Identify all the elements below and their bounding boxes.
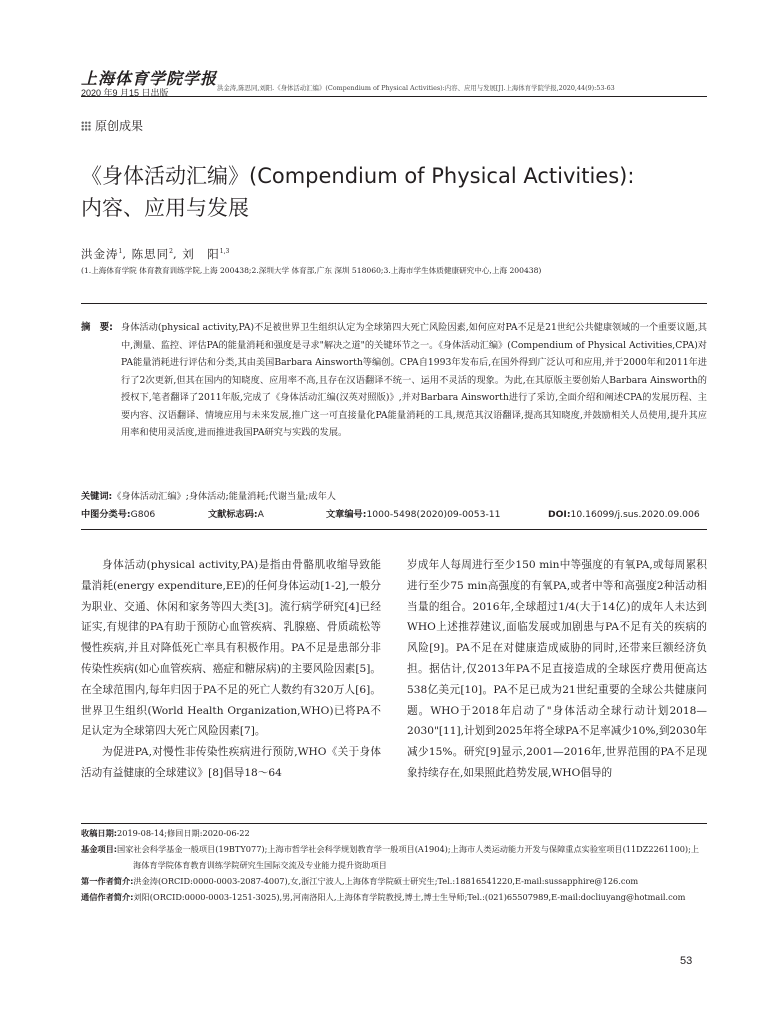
author-affil-mark: 2: [169, 248, 173, 255]
funding: [81, 841, 707, 873]
section-label-text: 原创成果: [95, 119, 144, 133]
first-author-text: 洪金涛(ORCID:0000-0003-2087-4007),女,浙江宁波人,上海体育学院硕士研究生;Tel.:18816541220,E-mail:sussapphire@126.com: [133, 876, 639, 886]
dates-text: 2019-08-14;修回日期:2020-06-22: [117, 828, 250, 838]
art-value: 1000-5498(2020)09-0053-11: [366, 509, 501, 520]
clc-label: 中图分类号:: [81, 509, 131, 520]
corr-author-label: 通信作者简介:: [81, 892, 134, 902]
abstract-label: 摘 要:: [81, 322, 113, 333]
keywords-label: 关键词:: [81, 491, 113, 502]
clc-value: G806: [130, 509, 156, 520]
footnotes: [81, 825, 707, 905]
footnote-rule: [81, 823, 707, 824]
body-column-right: [407, 555, 707, 784]
abstract-top-rule: [81, 303, 707, 304]
dates-label: 收稿日期:: [81, 828, 118, 838]
abstract: [81, 319, 707, 442]
document-code: [208, 508, 264, 522]
doc-value: A: [257, 509, 264, 520]
fund-text: 国家社会科学基金一般项目(19BTY077);上海市哲学社会科学规划教育学一般项目(A1904);上海市人类运动能力开发与保障重点实验室项目(11DZ2261100);上海体育学院体育教育训练学院研究生国际交流及专业能力提升资助项目: [117, 844, 700, 870]
title-line-1: 《身体活动汇编》(Compendium of Physical Activities):: [81, 164, 635, 188]
abstract-text: 身体活动(physical activity,PA)不足被世界卫生组织认定为全球第四大死亡风险因素,如何应对PA不足是21世纪公共健康领域的一个重要议题,其中,测量、监控、评估PA的能量消耗和强度是寻求"解决之道"的关键环节之一。《身体活动汇编》(Compendium of Physical Activities,CPA)对PA能量消耗进行评估和分类,其由美国Barbara Ainsworth等编创。CPA自1993年发布后,在国外得到广泛认可和应用,并于2000年和2011年进行了2次更新,但其在国内的知晓度、应用率不高,且存在汉语翻译不统一、运用不灵活的现象。为此,在其原版主要创始人Barbara Ainsworth的授权下,笔者翻译了2011年版,完成了《身体活动汇编(汉英对照版)》,并对Barbara Ainsworth进行了采访,全面介绍和阐述CPA的发展历程、主要内容、汉语翻译、情境应用与未来发展,推广这一可直接量化PA能量消耗的工具,规范其汉语翻译,提高其知晓度,并鼓励相关人员使用,提升其应用率和使用灵活度,进而推进我国PA研究与实践的发展。: [121, 322, 707, 438]
journal-masthead: [81, 70, 221, 99]
page-number: 53: [680, 955, 693, 967]
header-rule: [81, 96, 707, 97]
author-name: 洪金涛: [81, 246, 119, 261]
fund-label: 基金项目:: [81, 844, 118, 854]
issue-date: 2020 年9 月15 日出版: [81, 88, 169, 98]
doi-value: 10.16099/j.sus.2020.09.006: [570, 509, 700, 520]
corr-author-text: 刘阳(ORCID:0000-0003-1251-3025),男,河南洛阳人,上海体育学院教授,博士,博士生导师;Tel.:(021)65507989,E-mail:docliuyang@hotmail.com: [133, 892, 686, 902]
grid-dot-icon: [81, 121, 91, 131]
body-paragraph: 为促进PA,对慢性非传染性疾病进行预防,WHO《关于身体活动有益健康的全球建议》[8]倡导18～64: [81, 746, 381, 779]
author-affil-mark: 1: [118, 248, 123, 255]
body-paragraph: 岁成年人每周进行至少150 min中等强度的有氧PA,或每周累积进行至少75 min高强度的有氧PA,或者中等和高强度2种活动相当量的组合。2016年,全球超过1/4(大于14亿)的成年人未达到WHO上述推荐建议,面临发展或加剧患与PA不足有关的疾病的风险[9]。PA不足在对健康造成威胁的同时,还带来巨额经济负担。据估计,仅2013年PA不足直接造成的全球医疗费用便高达538亿美元[10]。PA不足已成为21世纪重要的全球公共健康问题。WHO于2018年启动了"身体活动全球行动计划2018—2030"[11],计划到2025年将全球PA不足率减少10%,到2030年减少15%。研究[9]显示,2001—2016年,世界范围的PA不足现象持续存在,如果照此趋势发展,WHO倡导的: [407, 559, 707, 779]
doi-label: DOI:: [548, 509, 571, 520]
article-title: [81, 160, 711, 224]
journal-logo: 上海体育学院学报: [81, 69, 218, 88]
author-list: 洪金涛$^1$, 陈思同$^2$, 刘 阳$^{1,3}$: [81, 246, 230, 261]
doi: [548, 508, 700, 522]
article-number: [326, 508, 500, 522]
affiliations: (1.上海体育学院 体育教育训练学院,上海 200438;2.深圳大学 体育部,广东 深圳 518060;3.上海市学生体质健康研究中心,上海 200438): [81, 266, 542, 275]
title-line-2: 内容、应用与发展: [81, 196, 249, 220]
clc-number: [81, 508, 155, 522]
keywords-text: 《身体活动汇编》;身体活动;能量消耗;代谢当量;成年人: [112, 491, 336, 502]
doc-label: 文献标志码:: [208, 509, 258, 520]
corresponding-author-bio: [81, 889, 707, 905]
author-name: 刘 阳: [182, 246, 220, 261]
first-author-label: 第一作者简介:: [81, 876, 134, 886]
first-author-bio: [81, 873, 707, 889]
body-column-left: [81, 555, 381, 784]
author-name: 陈思同: [131, 246, 170, 261]
art-label: 文章编号:: [326, 509, 367, 520]
section-label: [81, 118, 143, 134]
keywords: [81, 490, 707, 504]
citation-line: 洪金涛,陈思同,刘阳.《身体活动汇编》(Compendium of Physical Activities):内容、应用与发展[J].上海体育学院学报,2020,44(9):53-63: [217, 84, 615, 92]
author-affil-mark: 1,3: [219, 248, 230, 255]
body-top-rule: [81, 529, 707, 530]
received-dates: [81, 825, 707, 841]
body-paragraph: 身体活动(physical activity,PA)是指由骨骼肌收缩导致能量消耗(energy expenditure,EE)的任何身体运动[1-2],一般分为职业、交通、休闲和家务等四大类[3]。流行病学研究[4]已经证实,有规律的PA有助于预防心血管疾病、乳腺癌、骨质疏松等慢性疾病,并且对降低死亡率具有积极作用。PA不足是患部分非传染性疾病(如心血管疾病、癌症和糖尿病)的主要风险因素[5]。在全球范围内,每年归因于PA不足的死亡人数约有320万人[6]。世界卫生组织(World Health Organization,WHO)已将PA不足认定为全球第四大死亡风险因素[7]。: [81, 559, 381, 738]
